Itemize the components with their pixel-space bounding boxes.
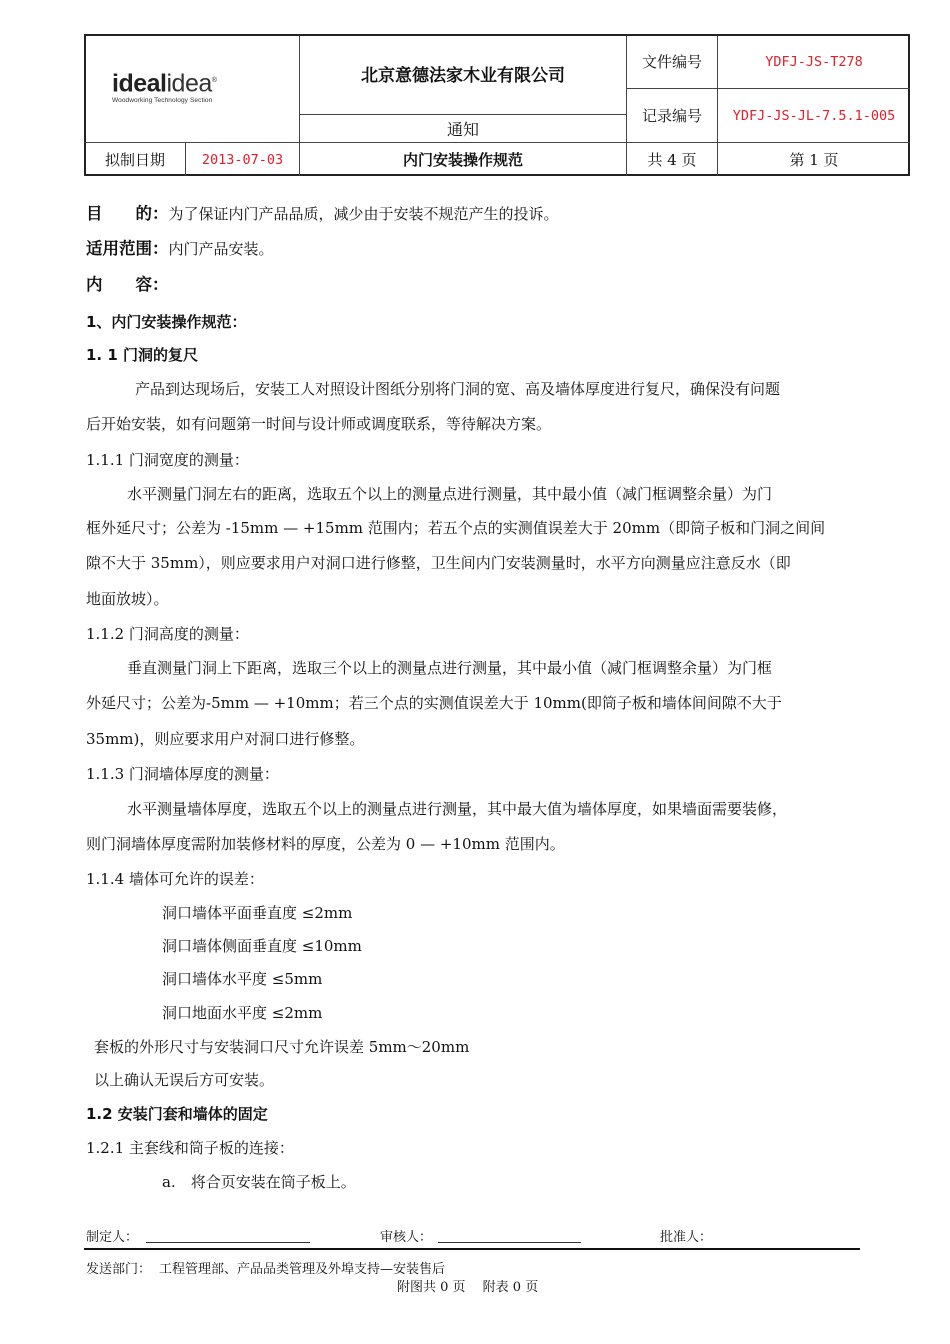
- company-name: 北京意德法家木业有限公司: [361, 65, 565, 86]
- section-heading: 1.2 安装门套和墙体的固定: [86, 1105, 268, 1123]
- subsection-heading: 1.1.4 墙体可允许的误差：: [86, 870, 264, 888]
- approver-label: 批准人：: [660, 1230, 713, 1245]
- record-no: YDFJ-JS-JL-7.5.1-005: [732, 107, 896, 124]
- tolerance-item: 洞口墙体水平度 ≤5mm: [162, 970, 323, 988]
- file-no: YDFJ-JS-T278: [765, 53, 863, 70]
- company-logo: idealidea® Woodworking Technology Section: [112, 69, 217, 105]
- reviewer-label: 审核人：: [380, 1230, 433, 1245]
- paragraph-line: 产品到达现场后，安装工人对照设计图纸分别将门洞的宽、高及墙体厚度进行复尺，确保没有问题: [135, 380, 781, 398]
- paragraph-line: 水平测量墙体厚度，选取五个以上的测量点进行测量，其中最大值为墙体厚度，如果墙面需要装修，: [127, 800, 788, 818]
- subsection-heading: 1.1.2 门洞高度的测量：: [86, 625, 249, 643]
- purpose-line: 目 的：为了保证内门产品品质，减少由于安装不规范产生的投诉。: [86, 204, 559, 223]
- record-no-label: 记录编号: [641, 107, 702, 125]
- paragraph-line: 垂直测量门洞上下距离，选取三个以上的测量点进行测量，其中最小值（减门框调整余量）为门框: [127, 659, 773, 677]
- content-label: 内 容：: [86, 275, 169, 294]
- attachments-line: 附图共 0 页 附表 0 页: [397, 1280, 539, 1295]
- date-value: 2013-07-03: [201, 151, 284, 168]
- paragraph-line: 后开始安装，如有问题第一时间与设计师或调度联系，等待解决方案。: [86, 415, 552, 433]
- subsection-heading: 1.1.3 门洞墙体厚度的测量：: [86, 765, 279, 783]
- section-heading: 1. 1 门洞的复尺: [86, 346, 199, 364]
- paragraph-line: 框外延尺寸；公差为 -15mm — +15mm 范围内；若五个点的实测值误差大于 20mm（即筒子板和门洞之间间: [86, 519, 826, 537]
- section-heading: 1、内门安装操作规范：: [86, 313, 247, 331]
- drafter-label: 制定人：: [86, 1230, 139, 1245]
- dept-line: 发送部门： 工程管理部、产品品类管理及外埠支持—安装售后: [86, 1262, 446, 1277]
- drafter-signature-line: [146, 1242, 310, 1243]
- tolerance-item: 洞口地面水平度 ≤2mm: [162, 1004, 323, 1022]
- reviewer-signature-line: [438, 1242, 581, 1243]
- paragraph-line: 以上确认无误后方可安装。: [94, 1071, 275, 1089]
- paragraph-line: 地面放坡）。: [86, 590, 169, 608]
- total-pages: 共 4 页: [647, 151, 697, 169]
- doc-type: 通知: [446, 120, 479, 139]
- paragraph-line: 水平测量门洞左右的距离，选取五个以上的测量点进行测量，其中最小值（减门框调整余量）为门: [127, 485, 773, 503]
- paragraph-line: 套板的外形尺寸与安装洞口尺寸允许误差 5mm～20mm: [94, 1038, 470, 1056]
- paragraph-line: 则门洞墙体厚度需附加装修材料的厚度，公差为 0 — +10mm 范围内。: [86, 835, 565, 853]
- scope-line: 适用范围：内门产品安装。: [86, 239, 274, 258]
- footer-rule: [84, 1248, 860, 1250]
- subsection-heading: 1.1.1 门洞宽度的测量：: [86, 451, 249, 469]
- paragraph-line: a. 将合页安装在筒子板上。: [162, 1173, 356, 1191]
- tolerance-item: 洞口墙体侧面垂直度 ≤10mm: [162, 937, 362, 955]
- date-label: 拟制日期: [104, 151, 165, 169]
- tolerance-item: 洞口墙体平面垂直度 ≤2mm: [162, 904, 353, 922]
- file-no-label: 文件编号: [641, 53, 702, 71]
- paragraph-line: 隙不大于 35mm），则应要求用户对洞口进行修整，卫生间内门安装测量时，水平方向测量应注意反水（即: [86, 554, 791, 572]
- doc-title: 内门安装操作规范: [402, 151, 523, 169]
- subsection-heading: 1.2.1 主套线和筒子板的连接：: [86, 1139, 294, 1157]
- paragraph-line: 外延尺寸；公差为-5mm — +10mm；若三个点的实测值误差大于 10mm(即筒子板和墙体间间隙不大于: [86, 694, 782, 712]
- page-number: 第 1 页: [789, 151, 839, 169]
- paragraph-line: 35mm)，则应要求用户对洞口进行修整。: [86, 730, 365, 748]
